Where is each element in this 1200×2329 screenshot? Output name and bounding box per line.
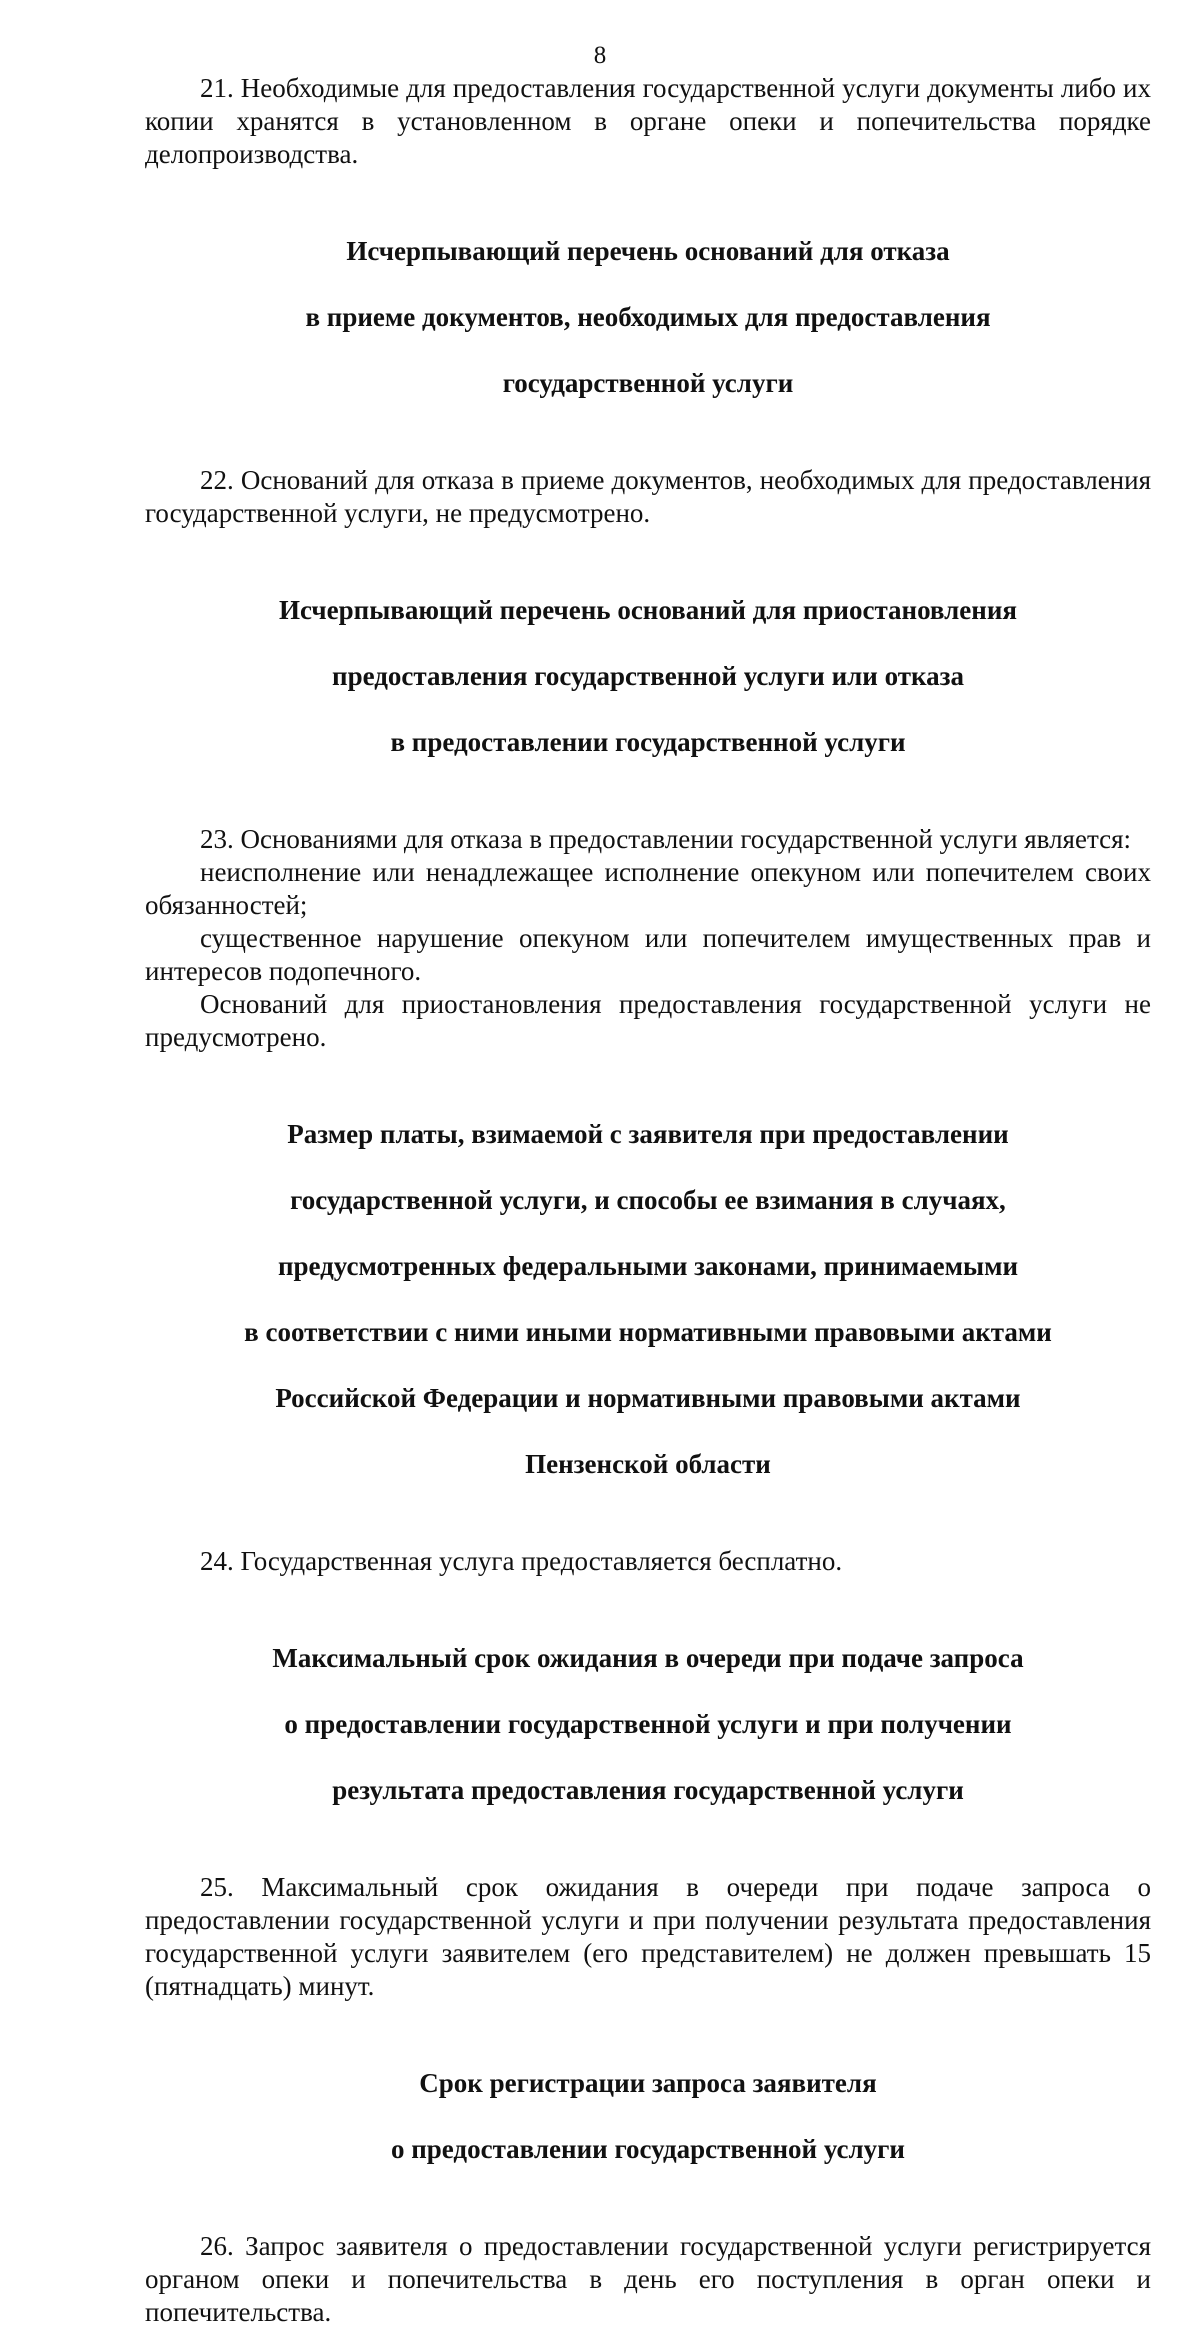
- paragraph-24: 24. Государственная услуга предоставляется бесплатно.: [200, 1546, 843, 1576]
- heading-line: предусмотренных федеральными законами, принимаемыми: [277, 1251, 1019, 1281]
- heading-line: Исчерпывающий перечень оснований для отказа: [346, 236, 950, 266]
- heading-line: о предоставлении государственной услуги и при получении: [284, 1709, 1012, 1739]
- heading-line: Российской Федерации и нормативными правовыми актами: [275, 1383, 1021, 1413]
- heading-line: о предоставлении государственной услуги: [390, 2134, 905, 2164]
- heading-line: в соответствии с ними иными нормативными правовыми актами: [244, 1317, 1052, 1347]
- page-number: 8: [593, 42, 607, 69]
- heading-line: предоставления государственной услуги или отказа: [332, 661, 964, 691]
- heading-line: Размер платы, взимаемой с заявителя при предоставлении: [287, 1119, 1009, 1149]
- section-heading-suspension-refusal: [145, 561, 1151, 792]
- paragraph-23-item-1: неисполнение или ненадлежащее исполнение опекуном или попечителем своих обязанностей;: [145, 857, 1151, 920]
- heading-line: государственной услуги, и способы ее взимания в случаях,: [290, 1185, 1006, 1215]
- section-heading-refusal-documents: [145, 202, 1151, 433]
- paragraph-22: 22. Оснований для отказа в приеме документов, необходимых для предоставления государственной услуги, не предусмотрено.: [145, 465, 1151, 528]
- paragraph-23-note: Оснований для приостановления предоставления государственной услуги не предусмотрено.: [145, 989, 1151, 1052]
- document-body: [145, 72, 1151, 2329]
- paragraph-25: 25. Максимальный срок ожидания в очереди при подаче запроса о предоставлении государственной услуги и при получении результата предоставления государственной услуги заявителем (его представителем) не должен превышать 15 (пятнадцать) минут.: [145, 1872, 1151, 2001]
- paragraph-23: 23. Основаниями для отказа в предоставлении государственной услуги является:: [200, 824, 1131, 854]
- heading-line: государственной услуги: [502, 368, 794, 398]
- paragraph-21: 21. Необходимые для предоставления государственной услуги документы либо их копии хранятся в установленном в органе опеки и попечительства порядке делопроизводства.: [145, 73, 1151, 169]
- heading-line: Пензенской области: [525, 1449, 771, 1479]
- section-heading-registration: [145, 2034, 1151, 2199]
- section-heading-fee: [145, 1085, 1151, 1514]
- heading-line: в предоставлении государственной услуги: [390, 727, 906, 757]
- heading-line: Срок регистрации запроса заявителя: [419, 2068, 877, 2098]
- heading-line: Максимальный срок ожидания в очереди при подаче запроса: [272, 1643, 1024, 1673]
- heading-line: в приеме документов, необходимых для предоставления: [305, 302, 991, 332]
- paragraph-26: 26. Запрос заявителя о предоставлении государственной услуги регистрируется органом опеки и попечительства в день его поступления в орган опеки и попечительства.: [145, 2231, 1151, 2327]
- heading-line: Исчерпывающий перечень оснований для приостановления: [278, 595, 1018, 625]
- section-heading-queue-time: [145, 1609, 1151, 1840]
- heading-line: результата предоставления государственной услуги: [332, 1775, 964, 1805]
- paragraph-23-item-2: существенное нарушение опекуном или попечителем имущественных прав и интересов подопечного.: [145, 923, 1151, 986]
